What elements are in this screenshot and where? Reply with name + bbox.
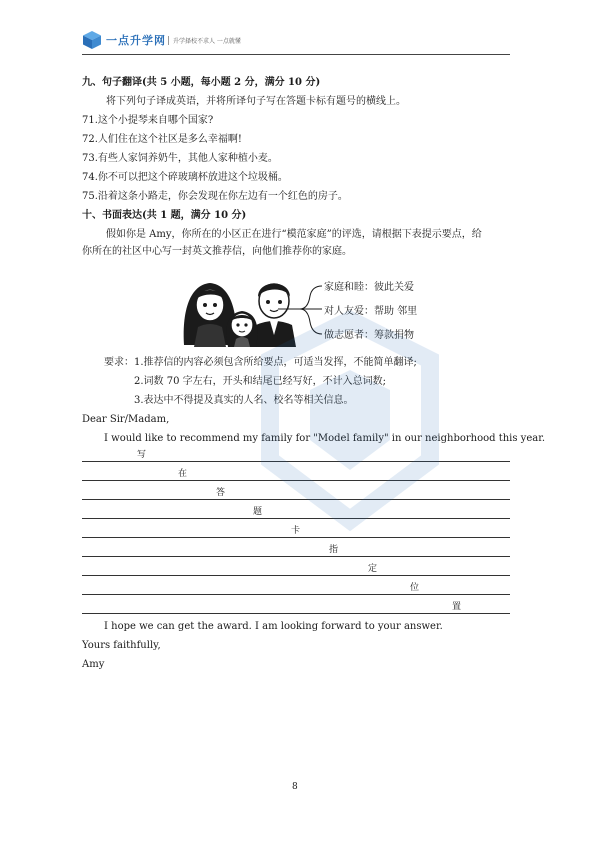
writing-line — [82, 594, 510, 595]
question-74: 74.你不可以把这个碎玻璃杯放进这个垃圾桶。 — [82, 172, 288, 183]
line-hint: 卡 — [291, 526, 301, 536]
point-family-harmony: 家庭和睦：彼此关爱 — [324, 282, 414, 293]
writing-line — [82, 575, 510, 576]
question-73: 73.有些人家饲养奶牛，其他人家种植小麦。 — [82, 153, 278, 164]
line-hint: 指 — [329, 545, 339, 555]
writing-line — [82, 461, 510, 462]
page-number: 8 — [292, 782, 298, 792]
question-72: 72.人们住在这个社区是多么幸福啊! — [82, 134, 242, 145]
section9-title: 九、句子翻译(共 5 小题，每小题 2 分，满分 10 分) — [82, 77, 321, 88]
requirement-3: 3.表达中不得提及真实的人名、校名等相关信息。 — [134, 395, 354, 406]
line-hint: 写 — [137, 450, 147, 460]
writing-line — [82, 480, 510, 481]
logo-slogan: 升学择校不求人 一点就懂 — [168, 36, 241, 45]
letter-signoff: Yours faithfully, — [82, 640, 161, 651]
writing-line — [82, 613, 510, 614]
header-divider — [82, 54, 510, 55]
line-hint: 题 — [253, 507, 263, 517]
line-hint: 答 — [216, 488, 226, 498]
line-hint: 位 — [410, 583, 420, 593]
line-hint: 定 — [368, 564, 378, 574]
requirement-2: 2.词数 70 字左右，开头和结尾已经写好，不计入总词数; — [134, 376, 386, 387]
writing-line — [82, 499, 510, 500]
section10-title: 十、书面表达(共 1 题，满分 10 分) — [82, 210, 247, 221]
page-header — [82, 28, 510, 54]
cube-logo-icon — [82, 30, 102, 50]
logo-text: 一点升学网 — [106, 34, 166, 47]
letter-opening: I would like to recommend my family for "Model family" in our neighborhood this year. — [104, 433, 546, 444]
letter-signature: Amy — [82, 659, 105, 670]
letter-salutation: Dear Sir/Madam, — [82, 414, 170, 425]
section9-instruction: 将下列句子译成英语，并将所译句子写在答题卡标有题号的横线上。 — [106, 96, 406, 107]
point-volunteer: 做志愿者：筹款捐物 — [324, 330, 414, 341]
writing-line — [82, 537, 510, 538]
writing-prompt-line2: 你所在的社区中心写一封英文推荐信，向他们推荐你的家庭。 — [82, 246, 352, 257]
writing-line — [82, 556, 510, 557]
question-71: 71.这个小提琴来自哪个国家? — [82, 115, 214, 126]
mind-map-brace-icon — [278, 276, 328, 342]
line-hint: 在 — [178, 469, 188, 479]
writing-prompt-line1: 假如你是 Amy，你所在的小区正在进行“模范家庭”的评选，请根据下表提示要点，给 — [106, 229, 482, 240]
question-75: 75.沿着这条小路走，你会发现在你左边有一个红色的房子。 — [82, 191, 348, 202]
line-hint: 置 — [452, 602, 462, 612]
point-friendly: 对人友爱：帮助 邻里 — [324, 306, 418, 317]
writing-line — [82, 518, 510, 519]
requirement-1: 要求：1.推荐信的内容必须包含所给要点，可适当发挥，不能简单翻译; — [104, 357, 417, 368]
letter-closing: I hope we can get the award. I am looking forward to your answer. — [104, 621, 443, 632]
